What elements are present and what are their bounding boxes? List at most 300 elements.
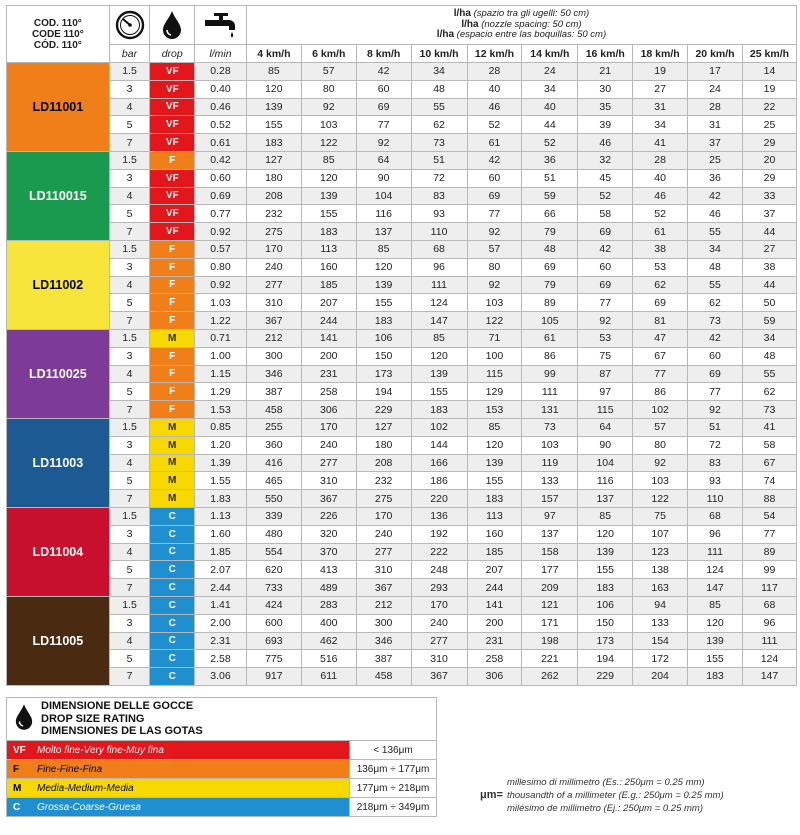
lha-value: 35	[578, 98, 633, 116]
lha-value: 25	[742, 116, 796, 134]
lha-value: 155	[467, 472, 522, 490]
lha-value: 160	[467, 525, 522, 543]
lha-value: 367	[301, 490, 356, 508]
lha-value: 40	[522, 98, 578, 116]
lha-value: 37	[742, 205, 796, 223]
legend-header	[7, 698, 436, 740]
lha-value: 240	[356, 525, 411, 543]
flow-value: 0.77	[195, 205, 247, 223]
table-row	[7, 418, 797, 436]
lha-value: 516	[301, 650, 356, 668]
lha-value: 258	[467, 650, 522, 668]
lha-value: 46	[578, 134, 633, 152]
legend-drop-icon-wrap	[7, 703, 41, 736]
lha-value: 68	[742, 596, 796, 614]
lha-value: 92	[467, 276, 522, 294]
lha-value: 55	[411, 98, 467, 116]
lha-value: 61	[467, 134, 522, 152]
lha-value: 204	[633, 668, 688, 686]
lha-value: 92	[301, 98, 356, 116]
lha-value: 55	[688, 223, 743, 241]
lha-value: 34	[522, 80, 578, 98]
legend-rows	[7, 740, 436, 816]
drop-size-badge: F	[150, 240, 195, 258]
water-drop-icon	[161, 10, 183, 40]
lha-value: 229	[578, 668, 633, 686]
pressure-value: 4	[109, 454, 150, 472]
drop-size-badge: VF	[150, 134, 195, 152]
code-header-line: COD. 110°	[33, 17, 82, 29]
lha-value: 52	[522, 134, 578, 152]
drop-size-badge: VF	[150, 98, 195, 116]
pressure-value: 7	[109, 401, 150, 419]
drop-size-badge: F	[150, 258, 195, 276]
lha-value: 244	[301, 312, 356, 330]
legend-title-line: DIMENSIONE DELLE GOCCE	[41, 700, 194, 713]
lha-value: 155	[688, 650, 743, 668]
pressure-value: 5	[109, 294, 150, 312]
lha-value: 200	[301, 347, 356, 365]
lha-value: 62	[742, 383, 796, 401]
drop-size-badge: M	[150, 490, 195, 508]
lha-value: 119	[522, 454, 578, 472]
lha-value: 29	[742, 134, 796, 152]
lha-value: 158	[522, 543, 578, 561]
lha-value: 424	[246, 596, 301, 614]
lha-value: 73	[688, 312, 743, 330]
lha-value: 150	[578, 614, 633, 632]
lha-value: 106	[578, 596, 633, 614]
flow-value: 1.53	[195, 401, 247, 419]
lha-value: 80	[301, 80, 356, 98]
lha-value: 86	[633, 383, 688, 401]
pressure-value: 1.5	[109, 329, 150, 347]
lha-value: 51	[522, 169, 578, 187]
table-row	[7, 596, 797, 614]
lha-value: 370	[301, 543, 356, 561]
lha-value: 46	[688, 205, 743, 223]
lha-value: 194	[356, 383, 411, 401]
table-row	[7, 116, 797, 134]
lha-value: 171	[522, 614, 578, 632]
legend-range: 136μm ÷ 177μm	[349, 760, 436, 778]
table-row	[7, 383, 797, 401]
drop-size-badge: F	[150, 365, 195, 383]
lha-value: 60	[467, 169, 522, 187]
lha-value: 19	[633, 63, 688, 81]
lha-value: 138	[633, 561, 688, 579]
flow-value: 0.60	[195, 169, 247, 187]
table-row	[7, 98, 797, 116]
lha-value: 42	[688, 187, 743, 205]
lha-value: 183	[688, 668, 743, 686]
lha-value: 192	[411, 525, 467, 543]
lha-value: 367	[246, 312, 301, 330]
lha-value: 85	[301, 151, 356, 169]
lha-value: 207	[301, 294, 356, 312]
lha-value: 42	[467, 151, 522, 169]
lha-value: 39	[578, 116, 633, 134]
table-row	[7, 294, 797, 312]
table-row	[7, 490, 797, 508]
lha-value: 41	[742, 418, 796, 436]
lha-value: 93	[411, 205, 467, 223]
lha-value: 240	[411, 614, 467, 632]
lha-value: 90	[356, 169, 411, 187]
lha-value: 48	[411, 80, 467, 98]
lha-value: 116	[356, 205, 411, 223]
legend-code: F	[13, 763, 20, 775]
lha-value: 97	[578, 383, 633, 401]
lha-value: 20	[742, 151, 796, 169]
legend-row	[7, 740, 436, 759]
pressure-gauge-icon	[115, 10, 145, 40]
lha-value: 131	[522, 401, 578, 419]
lha-value: 139	[467, 454, 522, 472]
lha-value: 73	[742, 401, 796, 419]
legend-color-bar	[7, 760, 349, 778]
flow-value: 2.44	[195, 579, 247, 597]
pressure-value: 5	[109, 650, 150, 668]
lha-value: 27	[633, 80, 688, 98]
lha-value: 277	[411, 632, 467, 650]
pressure-value: 3	[109, 347, 150, 365]
lha-value: 28	[688, 98, 743, 116]
lha-line: l/ha (spazio tra gli ugelli: 50 cm)	[453, 8, 590, 20]
legend-title-line: DROP SIZE RATING	[41, 712, 145, 725]
drop-size-badge: F	[150, 347, 195, 365]
lha-value: 139	[688, 632, 743, 650]
lha-value: 248	[411, 561, 467, 579]
lha-value: 283	[301, 596, 356, 614]
lha-value: 31	[633, 98, 688, 116]
lha-value: 185	[467, 543, 522, 561]
lha-value: 458	[246, 401, 301, 419]
lha-value: 221	[522, 650, 578, 668]
lha-value: 103	[633, 472, 688, 490]
lha-value: 416	[246, 454, 301, 472]
lha-value: 30	[578, 80, 633, 98]
table-row	[7, 258, 797, 276]
lha-value: 102	[411, 418, 467, 436]
lha-value: 173	[356, 365, 411, 383]
legend-label: Molto fine-Very fine-Muy fina	[37, 744, 164, 756]
lha-value: 310	[301, 472, 356, 490]
lha-value: 37	[688, 134, 743, 152]
lha-value: 155	[246, 116, 301, 134]
lha-value: 58	[742, 436, 796, 454]
water-drop-icon	[14, 703, 34, 731]
lha-value: 89	[742, 543, 796, 561]
drop-size-badge: M	[150, 436, 195, 454]
lha-value: 94	[633, 596, 688, 614]
lha-value: 231	[467, 632, 522, 650]
table-row	[7, 472, 797, 490]
lha-value: 42	[356, 63, 411, 81]
lha-value: 69	[356, 98, 411, 116]
pressure-value: 4	[109, 365, 150, 383]
lha-value: 122	[633, 490, 688, 508]
table-row	[7, 151, 797, 169]
nozzle-code: LD11003	[7, 418, 110, 507]
lha-value: 85	[688, 596, 743, 614]
lha-value: 231	[301, 365, 356, 383]
flow-value: 0.57	[195, 240, 247, 258]
lha-value: 62	[411, 116, 467, 134]
lha-value: 106	[356, 329, 411, 347]
lha-value: 41	[633, 134, 688, 152]
lha-value: 489	[301, 579, 356, 597]
lha-value: 170	[246, 240, 301, 258]
lha-value: 212	[356, 596, 411, 614]
lha-value: 57	[467, 240, 522, 258]
lha-value: 83	[411, 187, 467, 205]
lha-value: 24	[522, 63, 578, 81]
lha-value: 92	[356, 134, 411, 152]
lha-value: 306	[301, 401, 356, 419]
lha-value: 111	[742, 632, 796, 650]
lha-value: 102	[633, 401, 688, 419]
code-header-line: CODE 110°	[31, 28, 84, 40]
lha-value: 200	[467, 614, 522, 632]
flow-value: 1.03	[195, 294, 247, 312]
lha-value: 22	[742, 98, 796, 116]
lha-value: 100	[467, 347, 522, 365]
lha-value: 733	[246, 579, 301, 597]
lha-value: 277	[301, 454, 356, 472]
lha-value: 360	[246, 436, 301, 454]
flow-value: 0.69	[195, 187, 247, 205]
lha-value: 111	[411, 276, 467, 294]
lha-value: 92	[578, 312, 633, 330]
lha-value: 387	[246, 383, 301, 401]
drop-size-badge: F	[150, 383, 195, 401]
lha-value: 21	[578, 63, 633, 81]
lha-value: 127	[246, 151, 301, 169]
lha-value: 147	[742, 668, 796, 686]
lha-value: 170	[411, 596, 467, 614]
lha-value: 36	[522, 151, 578, 169]
lha-value: 209	[522, 579, 578, 597]
lha-value: 31	[688, 116, 743, 134]
drop-size-badge: C	[150, 668, 195, 686]
flow-value: 1.83	[195, 490, 247, 508]
flow-value: 1.00	[195, 347, 247, 365]
pressure-value: 1.5	[109, 63, 150, 81]
lha-value: 64	[356, 151, 411, 169]
lha-value: 124	[688, 561, 743, 579]
lha-value: 124	[742, 650, 796, 668]
lha-value: 60	[356, 80, 411, 98]
lha-value: 222	[411, 543, 467, 561]
lha-value: 51	[411, 151, 467, 169]
table-row	[7, 507, 797, 525]
lha-value: 141	[467, 596, 522, 614]
drop-size-badge: VF	[150, 187, 195, 205]
lha-value: 155	[411, 383, 467, 401]
drop-size-badge: M	[150, 454, 195, 472]
table-row	[7, 614, 797, 632]
lha-value: 104	[356, 187, 411, 205]
lha-value: 310	[356, 561, 411, 579]
drop-size-badge: F	[150, 294, 195, 312]
lha-value: 120	[246, 80, 301, 98]
lha-value: 120	[578, 525, 633, 543]
lha-value: 172	[633, 650, 688, 668]
lha-value: 88	[742, 490, 796, 508]
lha-value: 139	[246, 98, 301, 116]
lha-value: 51	[688, 418, 743, 436]
micrometer-note	[480, 776, 724, 815]
lha-value: 69	[522, 258, 578, 276]
lha-value: 310	[411, 650, 467, 668]
table-row	[7, 543, 797, 561]
lha-value: 194	[578, 650, 633, 668]
pressure-value: 7	[109, 668, 150, 686]
lha-value: 28	[467, 63, 522, 81]
flow-value: 1.55	[195, 472, 247, 490]
lha-value: 38	[742, 258, 796, 276]
lha-value: 339	[246, 507, 301, 525]
lha-value: 137	[578, 490, 633, 508]
lha-value: 620	[246, 561, 301, 579]
lha-value: 85	[356, 240, 411, 258]
lha-value: 66	[522, 205, 578, 223]
lha-value: 25	[688, 151, 743, 169]
lha-value: 185	[301, 276, 356, 294]
lha-value: 42	[578, 240, 633, 258]
pressure-value: 1.5	[109, 418, 150, 436]
lha-value: 17	[688, 63, 743, 81]
pressure-value: 3	[109, 525, 150, 543]
lha-value: 163	[633, 579, 688, 597]
lha-value: 85	[578, 507, 633, 525]
table-row	[7, 312, 797, 330]
lha-value: 554	[246, 543, 301, 561]
lha-value: 72	[411, 169, 467, 187]
lha-line: l/ha (nozzle spacing: 50 cm)	[461, 18, 582, 30]
lha-value: 105	[522, 312, 578, 330]
lha-value: 72	[688, 436, 743, 454]
flow-value: 0.85	[195, 418, 247, 436]
flow-value: 0.28	[195, 63, 247, 81]
lha-value: 300	[356, 614, 411, 632]
lha-value: 400	[301, 614, 356, 632]
lha-value: 75	[578, 347, 633, 365]
lha-value: 29	[742, 169, 796, 187]
lha-value: 55	[688, 276, 743, 294]
lha-value: 99	[522, 365, 578, 383]
pressure-value: 3	[109, 80, 150, 98]
lha-value: 32	[578, 151, 633, 169]
lha-value: 92	[633, 454, 688, 472]
pressure-value: 5	[109, 472, 150, 490]
flow-value: 0.92	[195, 276, 247, 294]
lha-value: 387	[356, 650, 411, 668]
lha-value: 34	[633, 116, 688, 134]
nozzle-code: LD11005	[7, 596, 110, 685]
lha-value: 79	[522, 223, 578, 241]
lha-value: 28	[633, 151, 688, 169]
lha-value: 120	[467, 436, 522, 454]
lha-value: 693	[246, 632, 301, 650]
lha-value: 61	[633, 223, 688, 241]
lha-value: 53	[578, 329, 633, 347]
lha-value: 55	[742, 365, 796, 383]
drop-size-badge: C	[150, 579, 195, 597]
lha-value: 113	[467, 507, 522, 525]
lha-value: 150	[356, 347, 411, 365]
lha-value: 413	[301, 561, 356, 579]
lha-value: 99	[742, 561, 796, 579]
table-row	[7, 668, 797, 686]
lha-value: 157	[522, 490, 578, 508]
pressure-value: 7	[109, 490, 150, 508]
lha-value: 550	[246, 490, 301, 508]
lha-value: 97	[522, 507, 578, 525]
lha-value: 92	[688, 401, 743, 419]
lha-value: 120	[356, 258, 411, 276]
lha-value: 44	[742, 223, 796, 241]
speed-header: 8 km/h	[356, 45, 411, 63]
lha-value: 24	[688, 80, 743, 98]
table-row	[7, 525, 797, 543]
drop-size-badge: M	[150, 418, 195, 436]
lha-value: 69	[578, 223, 633, 241]
legend-code: M	[13, 782, 22, 794]
lha-value: 155	[578, 561, 633, 579]
lha-value: 44	[522, 116, 578, 134]
legend-range: 177μm ÷ 218μm	[349, 779, 436, 797]
lha-value: 123	[633, 543, 688, 561]
legend-color-bar	[7, 798, 349, 816]
drop-size-badge: M	[150, 329, 195, 347]
lha-value: 180	[246, 169, 301, 187]
pressure-value: 5	[109, 116, 150, 134]
legend-title-line: DIMENSIONES DE LAS GOTAS	[41, 725, 203, 738]
lha-value: 207	[467, 561, 522, 579]
speed-header: 6 km/h	[301, 45, 356, 63]
lha-value: 367	[356, 579, 411, 597]
lha-value: 77	[467, 205, 522, 223]
lha-value: 180	[356, 436, 411, 454]
lha-value: 183	[301, 223, 356, 241]
lha-value: 96	[688, 525, 743, 543]
lha-value: 34	[688, 240, 743, 258]
lha-value: 226	[301, 507, 356, 525]
lha-value: 59	[742, 312, 796, 330]
drop-header	[150, 6, 195, 45]
speed-header: 4 km/h	[246, 45, 301, 63]
flow-value: 1.20	[195, 436, 247, 454]
lha-value: 71	[467, 329, 522, 347]
lha-value: 67	[742, 454, 796, 472]
drop-unit-label: drop	[150, 45, 195, 63]
table-row	[7, 401, 797, 419]
flow-value: 1.22	[195, 312, 247, 330]
lha-value: 144	[411, 436, 467, 454]
table-row	[7, 223, 797, 241]
lha-value: 232	[356, 472, 411, 490]
lha-value: 173	[578, 632, 633, 650]
drop-size-badge: VF	[150, 223, 195, 241]
lha-value: 277	[356, 543, 411, 561]
lha-value: 220	[411, 490, 467, 508]
pressure-value: 5	[109, 383, 150, 401]
lha-value: 137	[522, 525, 578, 543]
lha-value: 183	[356, 312, 411, 330]
nozzle-code: LD110025	[7, 329, 110, 418]
